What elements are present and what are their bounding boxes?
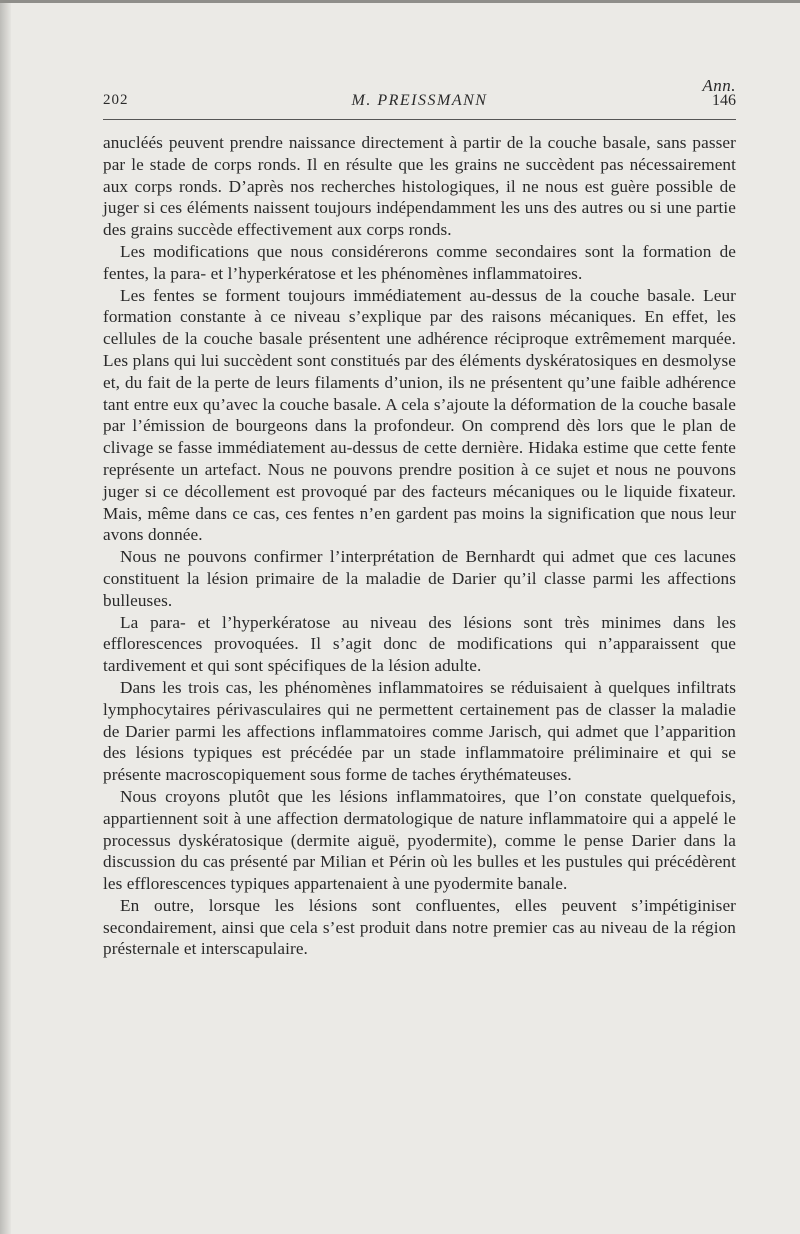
page-number: 202 (103, 92, 129, 108)
annotation-number: 146 (712, 92, 736, 109)
header-rule (103, 119, 736, 120)
running-header (103, 92, 736, 116)
paragraph: La para- et l’hyperkératose au niveau des lésions sont très minimes dans les efflorescences provoquées. Il s’agit donc de modifications qui n’apparaissent que tardivement et qui sont spécifiques de la lésion adulte. (103, 612, 736, 676)
body-text (103, 132, 736, 960)
marginal-annotation: Ann. (702, 76, 736, 95)
paragraph: Les fentes se forment toujours immédiatement au-dessus de la couche basale. Leur formation constante à ce niveau s’explique par des raisons mécaniques. En effet, les cellules de la couche basale présentent une adhérence réciproque extrêmement marquée. Les plans qui lui succèdent sont constitués par des éléments dyskératosiques en desmolyse et, du fait de la perte de leurs filaments d’union, ils ne présentent qu’une faible adhérence tant entre eux qu’avec la couche basale. A cela s’ajoute la déformation de la couche basale par l’émission de bourgeons dans la profondeur. On comprend dès lors que le plan de clivage se fasse immédiatement au-dessus de cette dernière. Hidaka estime que cette fente représente un artefact. Nous ne pouvons prendre position à ce sujet et nous ne pouvons juger si ce décollement est provoqué par des facteurs mécaniques ou le liquide fixateur. Mais, même dans ce cas, ces fentes n’en gardent pas moins la signification que nous leur avons donnée. (103, 285, 736, 545)
page-top-edge (0, 0, 800, 3)
paragraph: Nous croyons plutôt que les lésions inflammatoires, que l’on constate quelquefois, appartiennent soit à une affection dermatologique de nature inflammatoire qui a appelé le processus dyskératosique (dermite aiguë, pyodermite), comme le pense Darier dans la discussion du cas présenté par Milian et Périn où les bulles et les pustules qui précédèrent les efflorescences typiques appartenaient à une pyodermite banale. (103, 786, 736, 894)
paragraph: Nous ne pouvons confirmer l’interprétation de Bernhardt qui admet que ces lacunes constituent la lésion primaire de la maladie de Darier qu’il classe parmi les affections bulleuses. (103, 547, 736, 610)
paragraph: Les modifications que nous considérerons comme secondaires sont la formation de fentes, la para- et l’hyperkératose et les phénomènes inflammatoires. (103, 241, 736, 283)
paragraph: Dans les trois cas, les phénomènes inflammatoires se réduisaient à quelques infiltrats lymphocytaires périvasculaires qui ne permettent certainement pas de classer la maladie de Darier parmi les affections inflammatoires comme Jarisch, qui admet que l’apparition des lésions typiques est précédée par un stade inflammatoire préliminaire et qui se présente macroscopiquement sous forme de taches érythémateuses. (103, 677, 736, 785)
paragraph: anucléés peuvent prendre naissance directement à partir de la couche basale, sans passer par le stade de corps ronds. Il en résulte que les grains ne succèdent pas nécessairement aux corps ronds. D’après nos recherches histologiques, il ne nous est guère possible de juger si ces éléments naissent toujours indépendamment les uns des autres ou si une partie des grains succède effectivement aux corps ronds. (103, 133, 736, 240)
running-title: M. PREISSMANN (351, 92, 488, 109)
paragraph: En outre, lorsque les lésions sont confluentes, elles peuvent s’impétiginiser secondairement, ainsi que cela s’est produit dans notre premier cas au niveau de la région présternale et interscapulaire. (103, 895, 736, 959)
page-binding-edge (0, 0, 11, 1234)
